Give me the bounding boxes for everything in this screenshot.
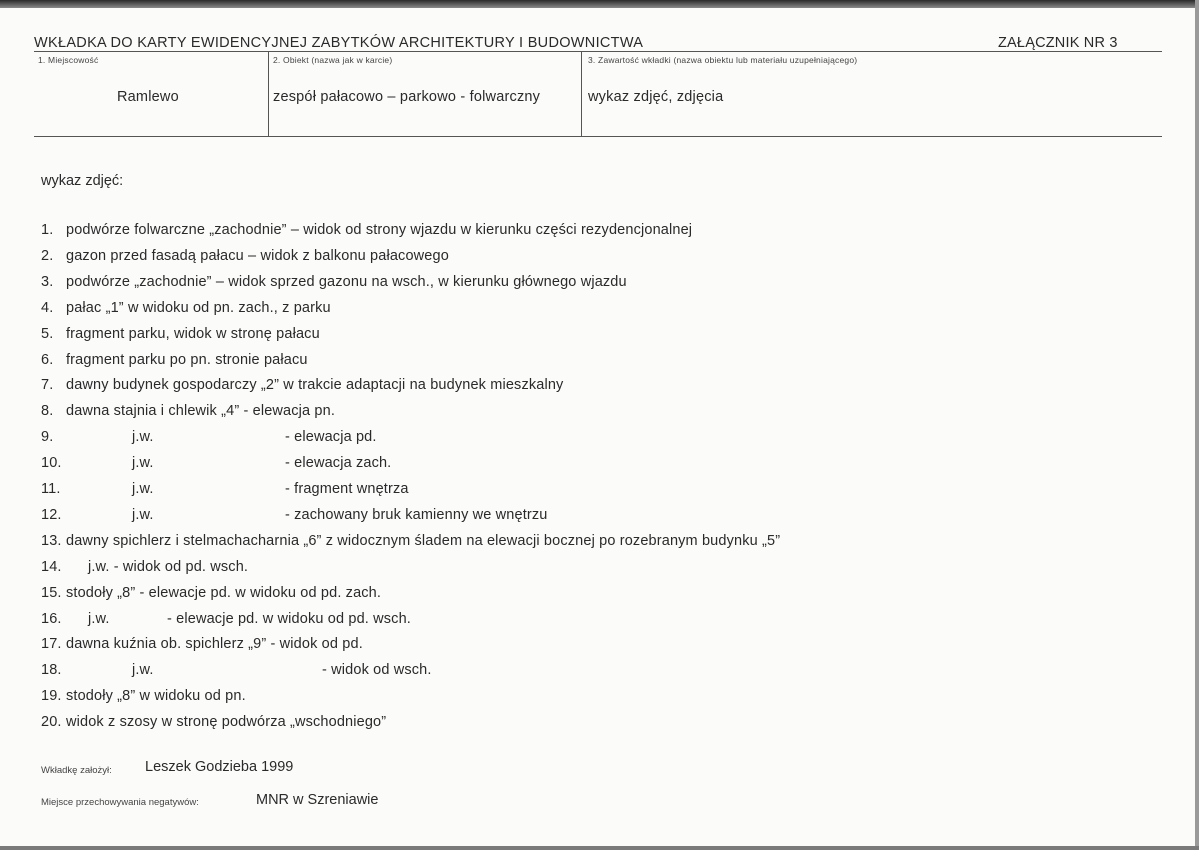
photo-item-number: 15. — [41, 585, 62, 601]
photo-item-number: 9. — [41, 429, 54, 445]
content-label: 3. Zawartość wkładki (nazwa obiektu lub materiału uzupełniającego) — [588, 55, 858, 65]
locality-value: Ramlewo — [117, 89, 179, 105]
photo-item-text: - fragment wnętrza — [285, 481, 409, 497]
photo-item-number: 6. — [41, 352, 54, 368]
photo-item-text: dawna stajnia i chlewik „4” - elewacja pn. — [66, 403, 336, 419]
photo-item-text: widok z szosy w stronę podwórza „wschodniego” — [66, 714, 387, 730]
photo-item-ref: j.w. — [132, 481, 154, 497]
photo-item-ref: j.w. — [132, 429, 154, 445]
photo-item-text: pałac „1” w widoku od pn. zach., z parku — [66, 300, 331, 316]
photo-item-text: fragment parku, widok w stronę pałacu — [66, 326, 320, 342]
photo-item-text: - elewacje pd. w widoku od pd. wsch. — [167, 611, 411, 627]
photo-item-number: 17. — [41, 636, 62, 652]
field-divider-1 — [268, 51, 269, 137]
form-title: WKŁADKA DO KARTY EWIDENCYJNEJ ZABYTKÓW ARCHITEKTURY I BUDOWNICTWA — [34, 35, 644, 51]
storage-value: MNR w Szreniawie — [256, 792, 379, 808]
scan-edge-bottom — [0, 846, 1199, 850]
photo-item-number: 19. — [41, 688, 62, 704]
photo-item-text: - zachowany bruk kamienny we wnętrzu — [285, 507, 548, 523]
locality-label: 1. Miejscowość — [38, 55, 99, 65]
photo-item-ref: j.w. — [88, 611, 110, 627]
photo-item-text: j.w. - widok od pd. wsch. — [88, 559, 249, 575]
photo-item-number: 10. — [41, 455, 62, 471]
photo-item-text: stodoły „8” w widoku od pn. — [66, 688, 246, 704]
scan-edge-top — [0, 0, 1199, 8]
photo-item-number: 16. — [41, 611, 62, 627]
author-label: Wkładkę założył: — [41, 765, 112, 776]
photo-item-number: 5. — [41, 326, 54, 342]
photo-item-text: - widok od wsch. — [322, 662, 432, 678]
photo-item-number: 8. — [41, 403, 54, 419]
photo-item-number: 4. — [41, 300, 54, 316]
photo-item-text: dawny spichlerz i stelmachacharnia „6” z widocznym śladem na elewacji bocznej po rozebranym budynku „5” — [66, 533, 781, 549]
photo-item-text: podwórze folwarczne „zachodnie” – widok od strony wjazdu w kierunku części rezydencjonalnej — [66, 222, 693, 238]
photo-item-number: 12. — [41, 507, 62, 523]
field-divider-2 — [581, 51, 582, 137]
photo-item-ref: j.w. — [132, 662, 154, 678]
annex-number: ZAŁĄCZNIK NR 3 — [998, 35, 1118, 51]
photo-item-ref: j.w. — [132, 507, 154, 523]
photo-item-text: stodoły „8” - elewacje pd. w widoku od pd. zach. — [66, 585, 382, 601]
author-value: Leszek Godzieba 1999 — [145, 759, 294, 775]
photo-item-text: - elewacja zach. — [285, 455, 392, 471]
object-value: zespół pałacowo – parkowo - folwarczny — [273, 89, 541, 105]
scan-edge-right — [1195, 0, 1199, 850]
photo-item-text: podwórze „zachodnie” – widok sprzed gazonu na wsch., w kierunku głównego wjazdu — [66, 274, 627, 290]
storage-label: Miejsce przechowywania negatywów: — [41, 797, 199, 808]
content-value: wykaz zdjęć, zdjęcia — [588, 89, 724, 105]
photo-item-number: 20. — [41, 714, 62, 730]
photo-item-number: 1. — [41, 222, 54, 238]
photo-item-number: 2. — [41, 248, 54, 264]
photo-item-number: 18. — [41, 662, 62, 678]
photo-item-number: 11. — [41, 481, 61, 497]
form-rule-top — [34, 51, 1162, 52]
photo-item-text: - elewacja pd. — [285, 429, 377, 445]
photo-item-text: fragment parku po pn. stronie pałacu — [66, 352, 308, 368]
form-rule-bottom — [34, 136, 1162, 137]
photo-item-text: dawna kuźnia ob. spichlerz „9” - widok od pd. — [66, 636, 363, 652]
object-label: 2. Obiekt (nazwa jak w karcie) — [273, 55, 393, 65]
photo-item-number: 7. — [41, 377, 54, 393]
photo-item-number: 13. — [41, 533, 62, 549]
photo-item-ref: j.w. — [132, 455, 154, 471]
photo-list-heading: wykaz zdjęć: — [41, 173, 124, 189]
photo-item-number: 14. — [41, 559, 62, 575]
photo-item-text: dawny budynek gospodarczy „2” w trakcie adaptacji na budynek mieszkalny — [66, 377, 564, 393]
photo-item-text: gazon przed fasadą pałacu – widok z balkonu pałacowego — [66, 248, 449, 264]
photo-item-number: 3. — [41, 274, 54, 290]
